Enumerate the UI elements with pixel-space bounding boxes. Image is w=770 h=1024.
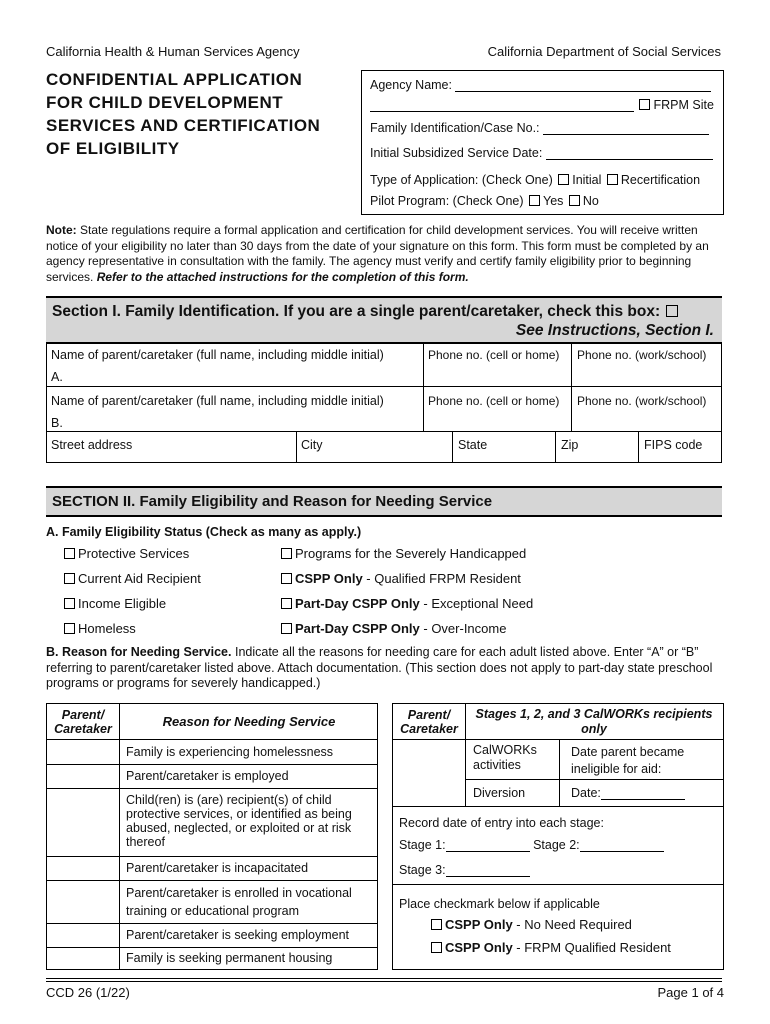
diversion-label: Diversion bbox=[473, 786, 526, 800]
reason-for-service-paragraph bbox=[46, 645, 722, 692]
single-parent-checkbox[interactable] bbox=[666, 305, 678, 317]
cspp-no-need-bold: CSPP Only bbox=[445, 917, 513, 932]
parent-a-name-label: Name of parent/caretaker (full name, including middle initial) bbox=[51, 348, 384, 362]
diversion-date-field[interactable] bbox=[601, 787, 685, 800]
section-2-title: SECTION II. Family Eligibility and Reason for Needing Service bbox=[52, 493, 493, 510]
initial-date-label: Initial Subsidized Service Date: bbox=[370, 146, 543, 160]
stage-1-field[interactable] bbox=[446, 839, 530, 852]
reason-row-6-parent-field[interactable] bbox=[49, 925, 117, 945]
reason-heading: B. Reason for Needing Service. bbox=[46, 645, 232, 659]
note-paragraph bbox=[46, 223, 724, 285]
eligibility-option-protective[interactable] bbox=[62, 546, 189, 561]
reason-row-3-parent-field[interactable] bbox=[49, 790, 117, 854]
eligibility-option-aid[interactable] bbox=[62, 571, 201, 586]
parent-a-marker: A. bbox=[51, 370, 63, 384]
parent-b-phone-home-field[interactable] bbox=[426, 412, 568, 430]
parent-a-name-field[interactable] bbox=[68, 366, 418, 384]
parent-a-phone-work-label: Phone no. (work/school) bbox=[577, 348, 707, 362]
initial-checkbox[interactable] bbox=[558, 174, 569, 185]
parent-b-name-field[interactable] bbox=[68, 412, 418, 430]
current-aid-checkbox[interactable] bbox=[64, 573, 75, 584]
reason-row-6: Parent/caretaker is seeking employment bbox=[126, 928, 350, 942]
cspp-frpm-qualified-checkbox[interactable] bbox=[431, 942, 442, 953]
reason-row-2: Parent/caretaker is employed bbox=[126, 769, 289, 783]
parent-a-phone-home-label: Phone no. (cell or home) bbox=[428, 348, 560, 362]
reason-for-service-table bbox=[46, 703, 378, 970]
family-identification-grid bbox=[46, 342, 722, 462]
pilot-no-checkbox[interactable] bbox=[569, 195, 580, 206]
eligibility-option-income[interactable] bbox=[62, 596, 166, 611]
reason-row-4: Parent/caretaker is incapacitated bbox=[126, 861, 309, 875]
homeless-checkbox[interactable] bbox=[64, 623, 75, 634]
eligibility-status-heading: A. Family Eligibility Status (Check as many as apply.) bbox=[46, 525, 362, 539]
form-title bbox=[46, 68, 320, 160]
title-line-2: FOR CHILD DEVELOPMENT bbox=[46, 93, 284, 112]
reason-row-7-parent-field[interactable] bbox=[49, 949, 117, 967]
calworks-col-parent-header: Parent/ Caretaker bbox=[400, 708, 458, 736]
reason-col-reason-header: Reason for Needing Service bbox=[162, 714, 336, 729]
over-income-checkbox[interactable] bbox=[281, 623, 292, 634]
eligibility-option-over-income[interactable] bbox=[279, 621, 506, 636]
pilot-program-label: Pilot Program: (Check One) bbox=[370, 194, 524, 208]
date-ineligible-label: Date parent became ineligible for aid: bbox=[571, 745, 685, 776]
city-label: City bbox=[301, 438, 323, 452]
state-label: State bbox=[458, 438, 488, 452]
pilot-no-label: No bbox=[582, 194, 599, 208]
cspp-no-need-option[interactable] bbox=[429, 917, 632, 932]
cspp-no-need-label: - No Need Required bbox=[512, 917, 632, 932]
protective-services-checkbox[interactable] bbox=[64, 548, 75, 559]
form-id: CCD 26 (1/22) bbox=[46, 985, 130, 1000]
stage-3-field[interactable] bbox=[446, 864, 530, 877]
record-stage-label: Record date of entry into each stage: bbox=[399, 816, 604, 830]
frpm-site-label: FRPM Site bbox=[653, 98, 714, 112]
title-line-3: SERVICES AND CERTIFICATION bbox=[46, 116, 321, 135]
eligibility-option-homeless[interactable] bbox=[62, 621, 136, 636]
footer-divider-2 bbox=[46, 981, 722, 982]
parent-b-phone-home-label: Phone no. (cell or home) bbox=[428, 394, 560, 408]
header-right-agency: California Department of Social Services bbox=[487, 44, 721, 59]
reason-instructions: Indicate all the reasons for needing care for each adult listed above. Enter “A” or “B” referring to parent/caretaker listed above. Attach documentation. (This section does not apply to part-day state preschool programs or programs for severely handicapped.) bbox=[46, 645, 713, 690]
parent-b-phone-work-label: Phone no. (work/school) bbox=[577, 394, 707, 408]
calworks-row-1-parent-field[interactable] bbox=[395, 741, 463, 777]
reason-row-3: Child(ren) is (are) recipient(s) of child protective services, or identified as being abused, neglected, or exploited or at risk thereof bbox=[126, 793, 352, 849]
frpm-site-checkbox[interactable] bbox=[639, 99, 650, 110]
footer-divider bbox=[46, 978, 722, 979]
exceptional-need-label: - Exceptional Need bbox=[419, 596, 534, 611]
note-emphasis: Refer to the attached instructions for the completion of this form. bbox=[96, 269, 469, 284]
reason-row-5: Parent/caretaker is enrolled in vocational training or educational program bbox=[126, 886, 352, 918]
stage-dates-row bbox=[399, 838, 664, 852]
current-aid-label: Current Aid Recipient bbox=[78, 571, 201, 586]
calworks-table bbox=[392, 703, 724, 970]
title-line-4: OF ELIGIBILITY bbox=[46, 139, 180, 158]
reason-row-7: Family is seeking permanent housing bbox=[126, 951, 333, 965]
cspp-frpm-label: - Qualified FRPM Resident bbox=[362, 571, 521, 586]
recertification-label: Recertification bbox=[620, 173, 701, 187]
over-income-bold: Part-Day CSPP Only bbox=[295, 621, 420, 636]
note-text: State regulations require a formal application and certification for child development services. You will receive written notice of your eligibility no later than 30 days from the date of your signature on this form. This form must be completed by an agency representative in consultation with the family. The agency must verify and certify family eligibility prior to beginning services. bbox=[46, 223, 709, 284]
place-checkmark-label: Place checkmark below if applicable bbox=[399, 897, 600, 911]
section-2-heading bbox=[46, 486, 722, 517]
initial-date-field[interactable] bbox=[546, 146, 713, 160]
application-type-label: Type of Application: (Check One) bbox=[370, 173, 553, 187]
agency-name-label: Agency Name: bbox=[370, 78, 452, 92]
section-1-see-instructions: See Instructions, Section I. bbox=[515, 322, 714, 339]
parent-b-phone-work-field[interactable] bbox=[574, 412, 718, 430]
agency-name-field[interactable] bbox=[455, 78, 711, 92]
reason-col-parent-header: Parent/ Caretaker bbox=[54, 708, 112, 736]
fips-code-label: FIPS code bbox=[644, 438, 703, 452]
cspp-frpm-qualified-label: - FRPM Qualified Resident bbox=[512, 940, 671, 955]
eligibility-option-severely-handicapped[interactable] bbox=[279, 546, 526, 561]
section-1-heading bbox=[46, 296, 722, 344]
stage-1-label: Stage 1: bbox=[399, 838, 446, 852]
parent-b-marker: B. bbox=[51, 416, 63, 430]
over-income-label: - Over-Income bbox=[419, 621, 507, 636]
diversion-date-label: Date: bbox=[571, 786, 601, 800]
stage-3-row bbox=[399, 863, 530, 877]
agency-info-box bbox=[361, 70, 724, 215]
stage-2-field[interactable] bbox=[580, 839, 664, 852]
calworks-activities-label: CalWORKs activities bbox=[473, 743, 537, 772]
diversion-date-row bbox=[571, 786, 685, 800]
homeless-label: Homeless bbox=[78, 621, 136, 636]
stage-3-label: Stage 3: bbox=[399, 863, 446, 877]
reason-row-1: Family is experiencing homelessness bbox=[126, 745, 334, 759]
page-number: Page 1 of 4 bbox=[657, 985, 724, 1000]
note-label: Note: bbox=[46, 223, 77, 237]
reason-row-5-parent-field[interactable] bbox=[49, 882, 117, 921]
severely-handicapped-label: Programs for the Severely Handicapped bbox=[295, 546, 527, 561]
pilot-yes-checkbox[interactable] bbox=[529, 195, 540, 206]
recertification-checkbox[interactable] bbox=[607, 174, 618, 185]
income-eligible-checkbox[interactable] bbox=[64, 598, 75, 609]
reason-row-4-parent-field[interactable] bbox=[49, 858, 117, 878]
street-address-label: Street address bbox=[51, 438, 133, 452]
initial-label: Initial bbox=[572, 173, 602, 187]
severely-handicapped-checkbox[interactable] bbox=[281, 548, 292, 559]
stage-2-label: Stage 2: bbox=[533, 838, 580, 852]
parent-b-name-label: Name of parent/caretaker (full name, including middle initial) bbox=[51, 394, 384, 408]
zip-label: Zip bbox=[561, 438, 579, 452]
family-id-label: Family Identification/Case No.: bbox=[370, 121, 540, 135]
cspp-frpm-qualified-option[interactable] bbox=[429, 940, 671, 955]
cspp-frpm-qualified-bold: CSPP Only bbox=[445, 940, 513, 955]
cspp-frpm-checkbox[interactable] bbox=[281, 573, 292, 584]
calworks-row-2-parent-field[interactable] bbox=[395, 781, 463, 804]
pilot-yes-label: Yes bbox=[543, 194, 564, 208]
income-eligible-label: Income Eligible bbox=[78, 596, 167, 611]
section-1-title: Section I. Family Identification. If you are a single parent/caretaker, check this box: bbox=[52, 303, 661, 320]
reason-row-1-parent-field[interactable] bbox=[49, 741, 117, 762]
header-left-agency: California Health & Human Services Agency bbox=[46, 44, 300, 59]
family-id-field[interactable] bbox=[543, 121, 709, 135]
reason-row-2-parent-field[interactable] bbox=[49, 766, 117, 786]
parent-a-phone-work-field[interactable] bbox=[574, 366, 718, 384]
cspp-no-need-checkbox[interactable] bbox=[431, 919, 442, 930]
parent-a-phone-home-field[interactable] bbox=[426, 366, 568, 384]
exceptional-need-bold: Part-Day CSPP Only bbox=[295, 596, 420, 611]
exceptional-need-checkbox[interactable] bbox=[281, 598, 292, 609]
eligibility-option-exceptional-need[interactable] bbox=[279, 596, 533, 611]
agency-name-field-line2[interactable] bbox=[370, 98, 634, 112]
cspp-frpm-bold: CSPP Only bbox=[295, 571, 363, 586]
title-line-1: CONFIDENTIAL APPLICATION bbox=[46, 70, 303, 89]
calworks-col-stages-header: Stages 1, 2, and 3 CalWORKs recipients only bbox=[475, 707, 713, 736]
protective-services-label: Protective Services bbox=[78, 546, 190, 561]
eligibility-option-cspp-frpm[interactable] bbox=[279, 571, 521, 586]
